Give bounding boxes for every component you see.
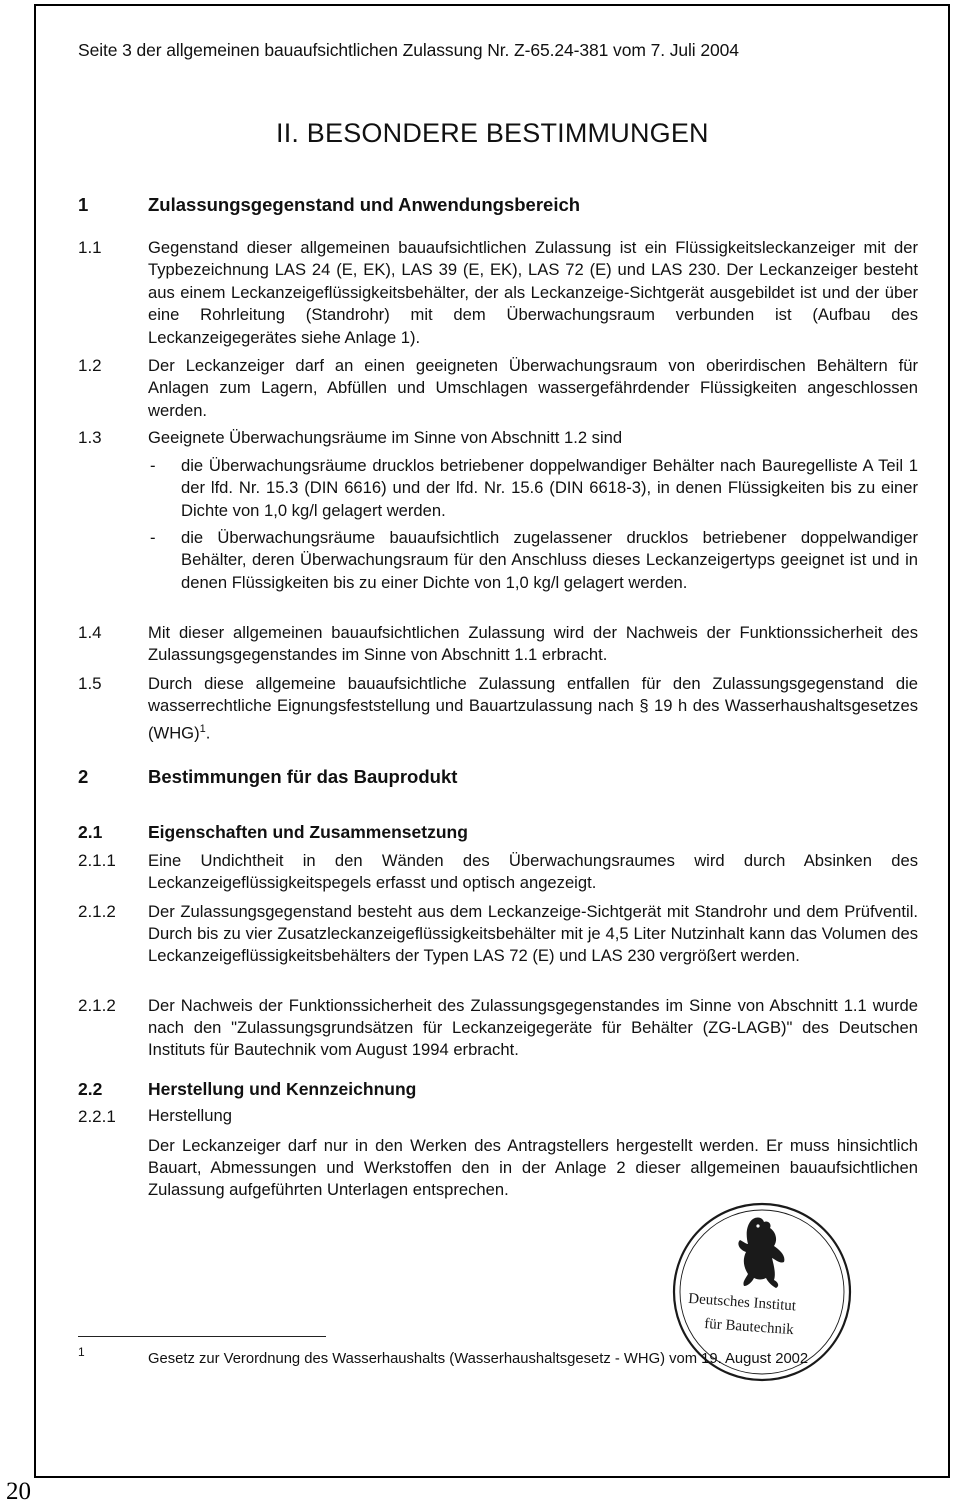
section-2-1-number: 2.1	[78, 822, 103, 842]
bullet-dash: -	[150, 456, 156, 475]
bullet-dash: -	[150, 528, 156, 547]
footnote-text: Gesetz zur Verordnung des Wasserhaushalts (Wasserhaushaltsgesetz - WHG) vom 19. August 2002	[148, 1351, 809, 1367]
item-2-1-2b-text: Der Nachweis der Funktionssicherheit des Zulassungsgegenstandes im Sinne von Abschnitt 1.1 wurde nach den "Zulassungsgrundsätzen für Leckanzeigegeräte für Behälter (ZG-LAGB)" des Deutschen Instituts für Bautechnik vom August 1994 erbracht.	[148, 996, 918, 1059]
item-2-2-1-heading: Herstellung	[148, 1106, 232, 1125]
section-1-heading: Zulassungsgegenstand und Anwendungsbereich	[148, 194, 581, 215]
item-2-2-1-number: 2.2.1	[78, 1107, 116, 1126]
item-1-2-number: 1.2	[78, 356, 102, 375]
item-1-3-number: 1.3	[78, 428, 102, 447]
footnote-reference[interactable]: 1	[199, 722, 206, 735]
item-1-5-body: Durch diese allgemeine bauaufsichtliche Zulassung entfallen für den Zulassungsgegenstand die wasserrechtliche Eignungsfeststellung und Bauartzulassung nach § 19 h des Wasserhaushaltsgesetzes (WHG)	[148, 674, 918, 743]
item-1-4-text: Mit dieser allgemeinen bauaufsichtlichen Zulassung wird der Nachweis der Funktionssicherheit des Zulassungsgegenstandes im Sinne von Abschnitt 1.1 erbracht.	[148, 623, 918, 665]
item-1-3-text: Geeignete Überwachungsräume im Sinne von Abschnitt 1.2 sind	[148, 428, 623, 447]
section-2-1-heading: Eigenschaften und Zusammensetzung	[148, 822, 468, 842]
footnote-mark: 1	[78, 1345, 85, 1359]
item-2-1-2-text: Der Zulassungsgegenstand besteht aus dem Leckanzeige-Sichtgerät mit Standrohr und dem Prüfventil. Durch bis zu vier Zusatzleckanzeigeflüssigkeitsbehälter mit je 4,5 Liter Nutzinhalt kann das Volumen des Leckanzeigeflüssigkeitsbehälters der Typen LAS 72 (E) und LAS 230 vergrößert werden.	[148, 902, 918, 965]
page-number: 20	[6, 1478, 31, 1505]
section-1-number: 1	[78, 194, 89, 215]
item-1-1-text: Gegenstand dieser allgemeinen bauaufsichtlichen Zulassung ist ein Flüssigkeitsleckanzeiger mit der Typbezeichnung LAS 24 (E, EK), LAS 39 (E, EK), LAS 72 (E) und LAS 230. Der Leckanzeiger besteht aus einem Leckanzeigeflüssigkeitsbehälter, der als Leckanzeige-Sichtgerät ausgebildet ist und der über eine Rohrleitung (Standrohr) mit dem Überwachungsraum verbunden ist (Aufbau des Leckanzeigegerätes siehe Anlage 1).	[148, 238, 918, 347]
item-2-1-2b-number: 2.1.2	[78, 996, 116, 1015]
item-1-5-tail: .	[205, 723, 211, 743]
footnote-rule	[78, 1336, 326, 1337]
bullet-2-text: die Überwachungsräume bauaufsichtlich zugelassener drucklos betriebener doppelwandiger Behälter, deren Überwachungsraum für den Anschluss dieses Leckanzeigertyps geeignet ist und in denen Flüssigkeiten bis zu einer Dichte von 1,0 kg/l gelagert werden.	[181, 528, 918, 592]
item-2-2-1-text: Der Leckanzeiger darf nur in den Werken des Antragstellers hergestellt werden. Er muss hinsichtlich Bauart, Abmessungen und Werkstoffen den in der Anlage 2 dieser allgemeinen bauaufsichtlichen Zulassung aufgeführten Unterlagen entsprechen.	[148, 1136, 918, 1199]
section-2-number: 2	[78, 766, 89, 787]
item-2-1-2-number: 2.1.2	[78, 902, 116, 921]
item-1-2-text: Der Leckanzeiger darf an einen geeigneten Überwachungsraum von oberirdischen Behältern für Anlagen zum Lagern, Abfüllen und Umschlagen wassergefährdender Flüssigkeiten angeschlossen werden.	[148, 356, 918, 420]
bullet-1-text: die Überwachungsräume drucklos betriebener doppelwandiger Behälter nach Bauregelliste A Teil 1 der lfd. Nr. 15.3 (DIN 6616) und der lfd. Nr. 15.6 (DIN 6618-3), in denen Flüssigkeiten bis zu einer Dichte von 1,0 kg/l gelagert werden.	[181, 456, 918, 520]
stamp-line-2: für Bautechnik	[703, 1315, 795, 1339]
document-header: Seite 3 der allgemeinen bauaufsichtlichen Zulassung Nr. Z-65.24-381 vom 7. Juli 2004	[78, 40, 739, 60]
page-title: II. BESONDERE BESTIMMUNGEN	[276, 118, 709, 148]
item-1-4-number: 1.4	[78, 623, 102, 642]
section-2-2-heading: Herstellung und Kennzeichnung	[148, 1079, 417, 1099]
stamp-line-1: Deutsches Institut	[687, 1290, 797, 1315]
item-2-1-1-text: Eine Undichtheit in den Wänden des Überwachungsraumes wird durch Absinken des Leckanzeigeflüssigkeitspegels erfasst und optisch angezeigt.	[148, 851, 918, 892]
item-1-5-number: 1.5	[78, 674, 102, 693]
item-1-5-text	[148, 673, 918, 745]
item-1-1-number: 1.1	[78, 238, 102, 257]
section-2-2-number: 2.2	[78, 1079, 103, 1099]
section-2-heading: Bestimmungen für das Bauprodukt	[148, 766, 458, 787]
item-2-1-1-number: 2.1.1	[78, 851, 116, 870]
